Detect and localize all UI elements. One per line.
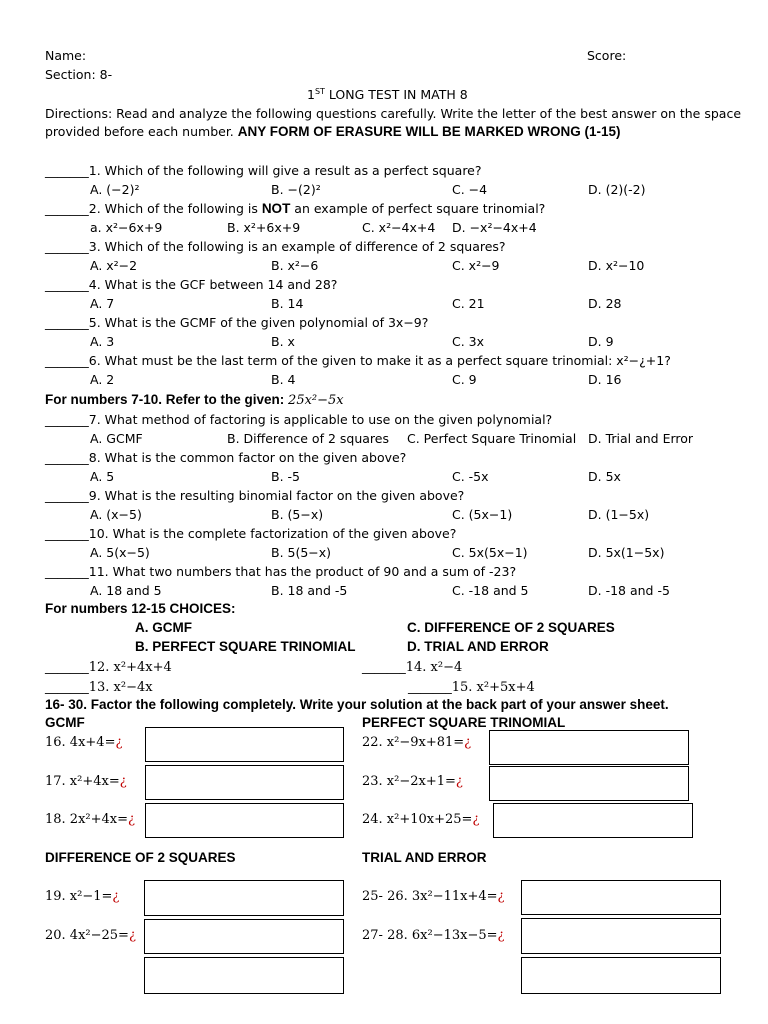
choice-option: a. x²−6x+9 (90, 220, 163, 235)
choice-option: B. (5−x) (271, 507, 324, 522)
item-20: 20. 4x²−25=¿ (45, 928, 136, 943)
choice-option: C. -5x (452, 469, 489, 484)
item-14: _______14. x²−4 (362, 659, 463, 675)
choice-option: B. 14 (271, 296, 304, 311)
choice-option: B. 5(5−x) (271, 545, 332, 560)
item-18: 18. 2x²+4x=¿ (45, 812, 135, 827)
choice-option: B. 4 (271, 372, 296, 387)
answer-blank[interactable]: _______ (45, 353, 89, 368)
choice-option: A. 7 (90, 296, 115, 311)
page-title: 1ST LONG TEST IN MATH 8 (307, 86, 468, 102)
choice-option: D. Trial and Error (588, 431, 694, 446)
choice-option: A. (x−5) (90, 507, 142, 522)
answer-blank[interactable]: _______ (45, 163, 89, 178)
choice-option: B. x (271, 334, 295, 349)
answer-box-21[interactable] (144, 957, 344, 994)
choice-option: D. (1−5x) (588, 507, 650, 522)
choice-option: A. x²−2 (90, 258, 138, 273)
group-pst: PERFECT SQUARE TRINOMIAL (362, 715, 566, 730)
choice-option: C. 9 (452, 372, 477, 387)
answer-blank[interactable]: _______ (45, 277, 89, 292)
choice-option: C. -18 and 5 (452, 583, 529, 598)
answer-blank[interactable]: _______ (45, 564, 89, 579)
answer-box-27-28[interactable] (521, 918, 721, 954)
score-label: Score: (587, 48, 627, 63)
choice-option: B. 18 and -5 (271, 583, 348, 598)
item-27-28: 27- 28. 6x²−13x−5=¿ (362, 928, 505, 943)
choice-c: C. DIFFERENCE OF 2 SQUARES (407, 620, 615, 635)
answer-box-24[interactable] (493, 803, 693, 838)
choice-option: D. 5x (588, 469, 621, 484)
item-13: _______13. x²−4x (45, 679, 153, 695)
choice-option: C. x²−4x+4 (362, 220, 436, 235)
item-16: 16. 4x+4=¿ (45, 735, 123, 750)
choice-option: D. 5x(1−5x) (588, 545, 665, 560)
question-stem: _______9. What is the resulting binomial factor on the given above? (45, 488, 465, 503)
question-stem: _______4. What is the GCF between 14 and 28? (45, 277, 338, 292)
directions-line-1: Directions: Read and analyze the following questions carefully. Write the letter of the best answer on the space (45, 106, 742, 121)
name-label: Name: (45, 48, 87, 63)
item-12: _______12. x²+4x+4 (45, 659, 172, 675)
choice-option: B. x²+6x+9 (227, 220, 301, 235)
section-label: Section: 8- (45, 67, 113, 82)
question-stem: _______3. Which of the following is an example of difference of 2 squares? (45, 239, 506, 254)
choice-option: C. Perfect Square Trinomial (407, 431, 577, 446)
choice-option: A. GCMF (90, 431, 143, 446)
answer-box-23[interactable] (489, 766, 689, 801)
choice-option: B. x²−6 (271, 258, 319, 273)
choice-option: C. x²−9 (452, 258, 500, 273)
question-stem: _______7. What method of factoring is applicable to use on the given polynomial? (45, 412, 553, 427)
refer-7-10: For numbers 7-10. Refer to the given: 25x²−5x (45, 392, 344, 408)
question-stem: _______1. Which of the following will give a result as a perfect square? (45, 163, 482, 178)
choice-option: C. 3x (452, 334, 485, 349)
question-stem: _______6. What must be the last term of the given to make it as a perfect square trinomial: x²−¿+1? (45, 353, 671, 368)
group-d2s: DIFFERENCE OF 2 SQUARES (45, 850, 236, 865)
answer-blank[interactable]: _______ (45, 412, 89, 427)
answer-box-25-26[interactable] (521, 880, 721, 915)
choice-option: C. 21 (452, 296, 485, 311)
choice-option: A. 18 and 5 (90, 583, 162, 598)
answer-blank[interactable]: _______ (45, 201, 89, 216)
choice-a: A. GCMF (135, 620, 192, 635)
directions-line-2: provided before each number. ANY FORM OF ERASURE WILL BE MARKED WRONG (1-15) (45, 124, 621, 139)
answer-blank[interactable]: _______ (45, 526, 89, 541)
question-stem: _______5. What is the GCMF of the given polynomial of 3x−9? (45, 315, 429, 330)
question-stem: _______8. What is the common factor on the given above? (45, 450, 407, 465)
choice-option: B. Difference of 2 squares (227, 431, 389, 446)
group-gcmf: GCMF (45, 715, 85, 730)
answer-box-16[interactable] (145, 727, 344, 762)
answer-box-29-30[interactable] (521, 957, 721, 994)
answer-box-20[interactable] (144, 919, 344, 954)
choice-option: D. 9 (588, 334, 614, 349)
item-17: 17. x²+4x=¿ (45, 774, 127, 789)
choice-option: B. −(2)² (271, 182, 321, 197)
answer-blank[interactable]: _______ (45, 488, 89, 503)
item-24: 24. x²+10x+25=¿ (362, 812, 480, 827)
choices-12-15-heading: For numbers 12-15 CHOICES: (45, 601, 236, 616)
choice-option: C. −4 (452, 182, 488, 197)
question-stem: _______2. Which of the following is NOT an example of perfect square trinomial? (45, 201, 546, 216)
item-25-26: 25- 26. 3x²−11x+4=¿ (362, 889, 505, 904)
item-22: 22. x²−9x+81=¿ (362, 735, 472, 750)
answer-box-19[interactable] (144, 880, 344, 916)
choice-option: B. -5 (271, 469, 300, 484)
choice-option: D. x²−10 (588, 258, 645, 273)
choice-option: D. -18 and -5 (588, 583, 670, 598)
choice-option: D. 16 (588, 372, 622, 387)
choice-option: A. 3 (90, 334, 115, 349)
factor-heading: 16- 30. Factor the following completely. Write your solution at the back part of your answer sheet. (45, 697, 669, 712)
choice-b: B. PERFECT SQUARE TRINOMIAL (135, 639, 356, 654)
choice-d: D. TRIAL AND ERROR (407, 639, 549, 654)
choice-option: C. (5x−1) (452, 507, 513, 522)
question-stem: _______10. What is the complete factorization of the given above? (45, 526, 457, 541)
choice-option: A. (−2)² (90, 182, 140, 197)
answer-blank[interactable]: _______ (45, 239, 89, 254)
answer-box-22[interactable] (489, 730, 689, 765)
choice-option: C. 5x(5x−1) (452, 545, 528, 560)
choice-option: D. 28 (588, 296, 622, 311)
answer-box-17[interactable] (145, 765, 344, 800)
choice-option: D. −x²−4x+4 (452, 220, 537, 235)
item-15: _______15. x²+5x+4 (408, 679, 535, 695)
question-stem: _______11. What two numbers that has the product of 90 and a sum of -23? (45, 564, 517, 579)
choice-option: D. (2)(-2) (588, 182, 646, 197)
item-19: 19. x²−1=¿ (45, 889, 120, 904)
answer-box-18[interactable] (145, 803, 344, 838)
answer-blank[interactable]: _______ (45, 315, 89, 330)
group-tae: TRIAL AND ERROR (362, 850, 487, 865)
item-23: 23. x²−2x+1=¿ (362, 774, 463, 789)
answer-blank[interactable]: _______ (45, 450, 89, 465)
choice-option: A. 5(x−5) (90, 545, 150, 560)
choice-option: A. 2 (90, 372, 115, 387)
choice-option: A. 5 (90, 469, 115, 484)
